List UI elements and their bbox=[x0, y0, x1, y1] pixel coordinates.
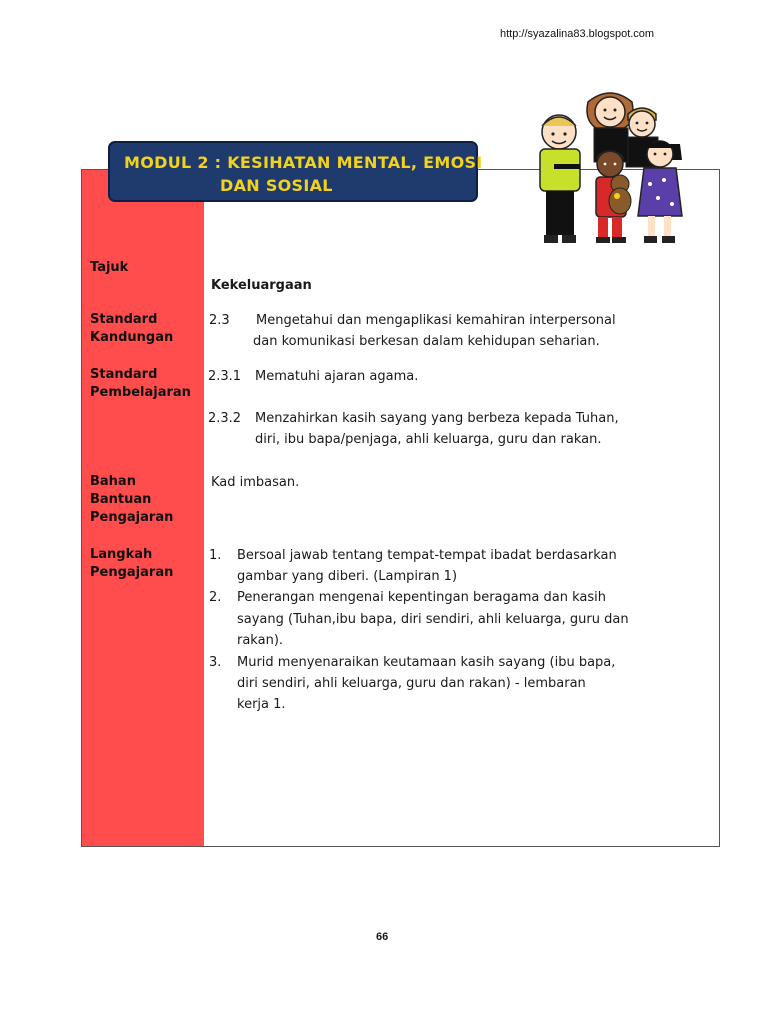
step-line: sayang (Tuhan,ibu bapa, diri sendiri, ahli keluarga, guru dan bbox=[237, 612, 629, 627]
sp-item1-text: Mematuhi ajaran agama. bbox=[255, 369, 419, 384]
sp-item2-line1: Menzahirkan kasih sayang yang berbeza kepada Tuhan, bbox=[255, 411, 619, 426]
label-line: Bahan bbox=[90, 474, 136, 489]
label-bahan-bantuan bbox=[90, 473, 173, 527]
children-group-icon bbox=[532, 84, 692, 249]
label-line: Bantuan bbox=[90, 492, 152, 507]
step-line: diri sendiri, ahli keluarga, guru dan rakan) - lembaran bbox=[237, 676, 586, 691]
label-standard-pembelajaran bbox=[90, 366, 191, 402]
step-number: 3. bbox=[209, 655, 222, 670]
step-line: rakan). bbox=[237, 633, 284, 648]
label-line: Pengajaran bbox=[90, 565, 174, 580]
sk-line1: Mengetahui dan mengaplikasi kemahiran interpersonal bbox=[256, 313, 616, 328]
label-standard-kandungan bbox=[90, 311, 173, 347]
blog-url[interactable]: http://syazalina83.blogspot.com bbox=[500, 28, 655, 40]
step-line: gambar yang diberi. (Lampiran 1) bbox=[237, 569, 458, 584]
label-line: Standard bbox=[90, 367, 158, 382]
step-line: Bersoal jawab tentang tempat-tempat ibadat berdasarkan bbox=[237, 548, 617, 563]
value-bahan: Kad imbasan. bbox=[211, 475, 300, 490]
step-line: Murid menyenaraikan keutamaan kasih sayang (ibu bapa, bbox=[237, 655, 616, 670]
sk-number: 2.3 bbox=[209, 313, 230, 328]
sp-item2-line2: diri, ibu bapa/penjaga, ahli keluarga, guru dan rakan. bbox=[255, 432, 602, 447]
label-line: Standard bbox=[90, 312, 158, 327]
page-number: 66 bbox=[376, 931, 389, 943]
module-title-box bbox=[108, 141, 483, 202]
sp-item1-number: 2.3.1 bbox=[208, 369, 242, 384]
step-line: kerja 1. bbox=[237, 697, 286, 712]
sk-line2: dan komunikasi berkesan dalam kehidupan seharian. bbox=[253, 334, 600, 349]
module-title-line2: DAN SOSIAL bbox=[220, 176, 333, 195]
value-tajuk: Kekeluargaan bbox=[211, 278, 312, 293]
label-langkah-pengajaran bbox=[90, 546, 173, 582]
label-line: Pengajaran bbox=[90, 510, 174, 525]
sp-item2-number: 2.3.2 bbox=[208, 411, 242, 426]
step-number: 1. bbox=[209, 548, 222, 563]
step-number: 2. bbox=[209, 590, 222, 605]
label-line: Pembelajaran bbox=[90, 385, 191, 400]
step-line: Penerangan mengenai kepentingan beragama dan kasih bbox=[237, 590, 606, 605]
label-tajuk: Tajuk bbox=[90, 260, 129, 275]
label-line: Langkah bbox=[90, 547, 153, 562]
module-title-line1: MODUL 2 : KESIHATAN MENTAL, EMOSI bbox=[124, 153, 483, 172]
label-line: Kandungan bbox=[90, 330, 174, 345]
